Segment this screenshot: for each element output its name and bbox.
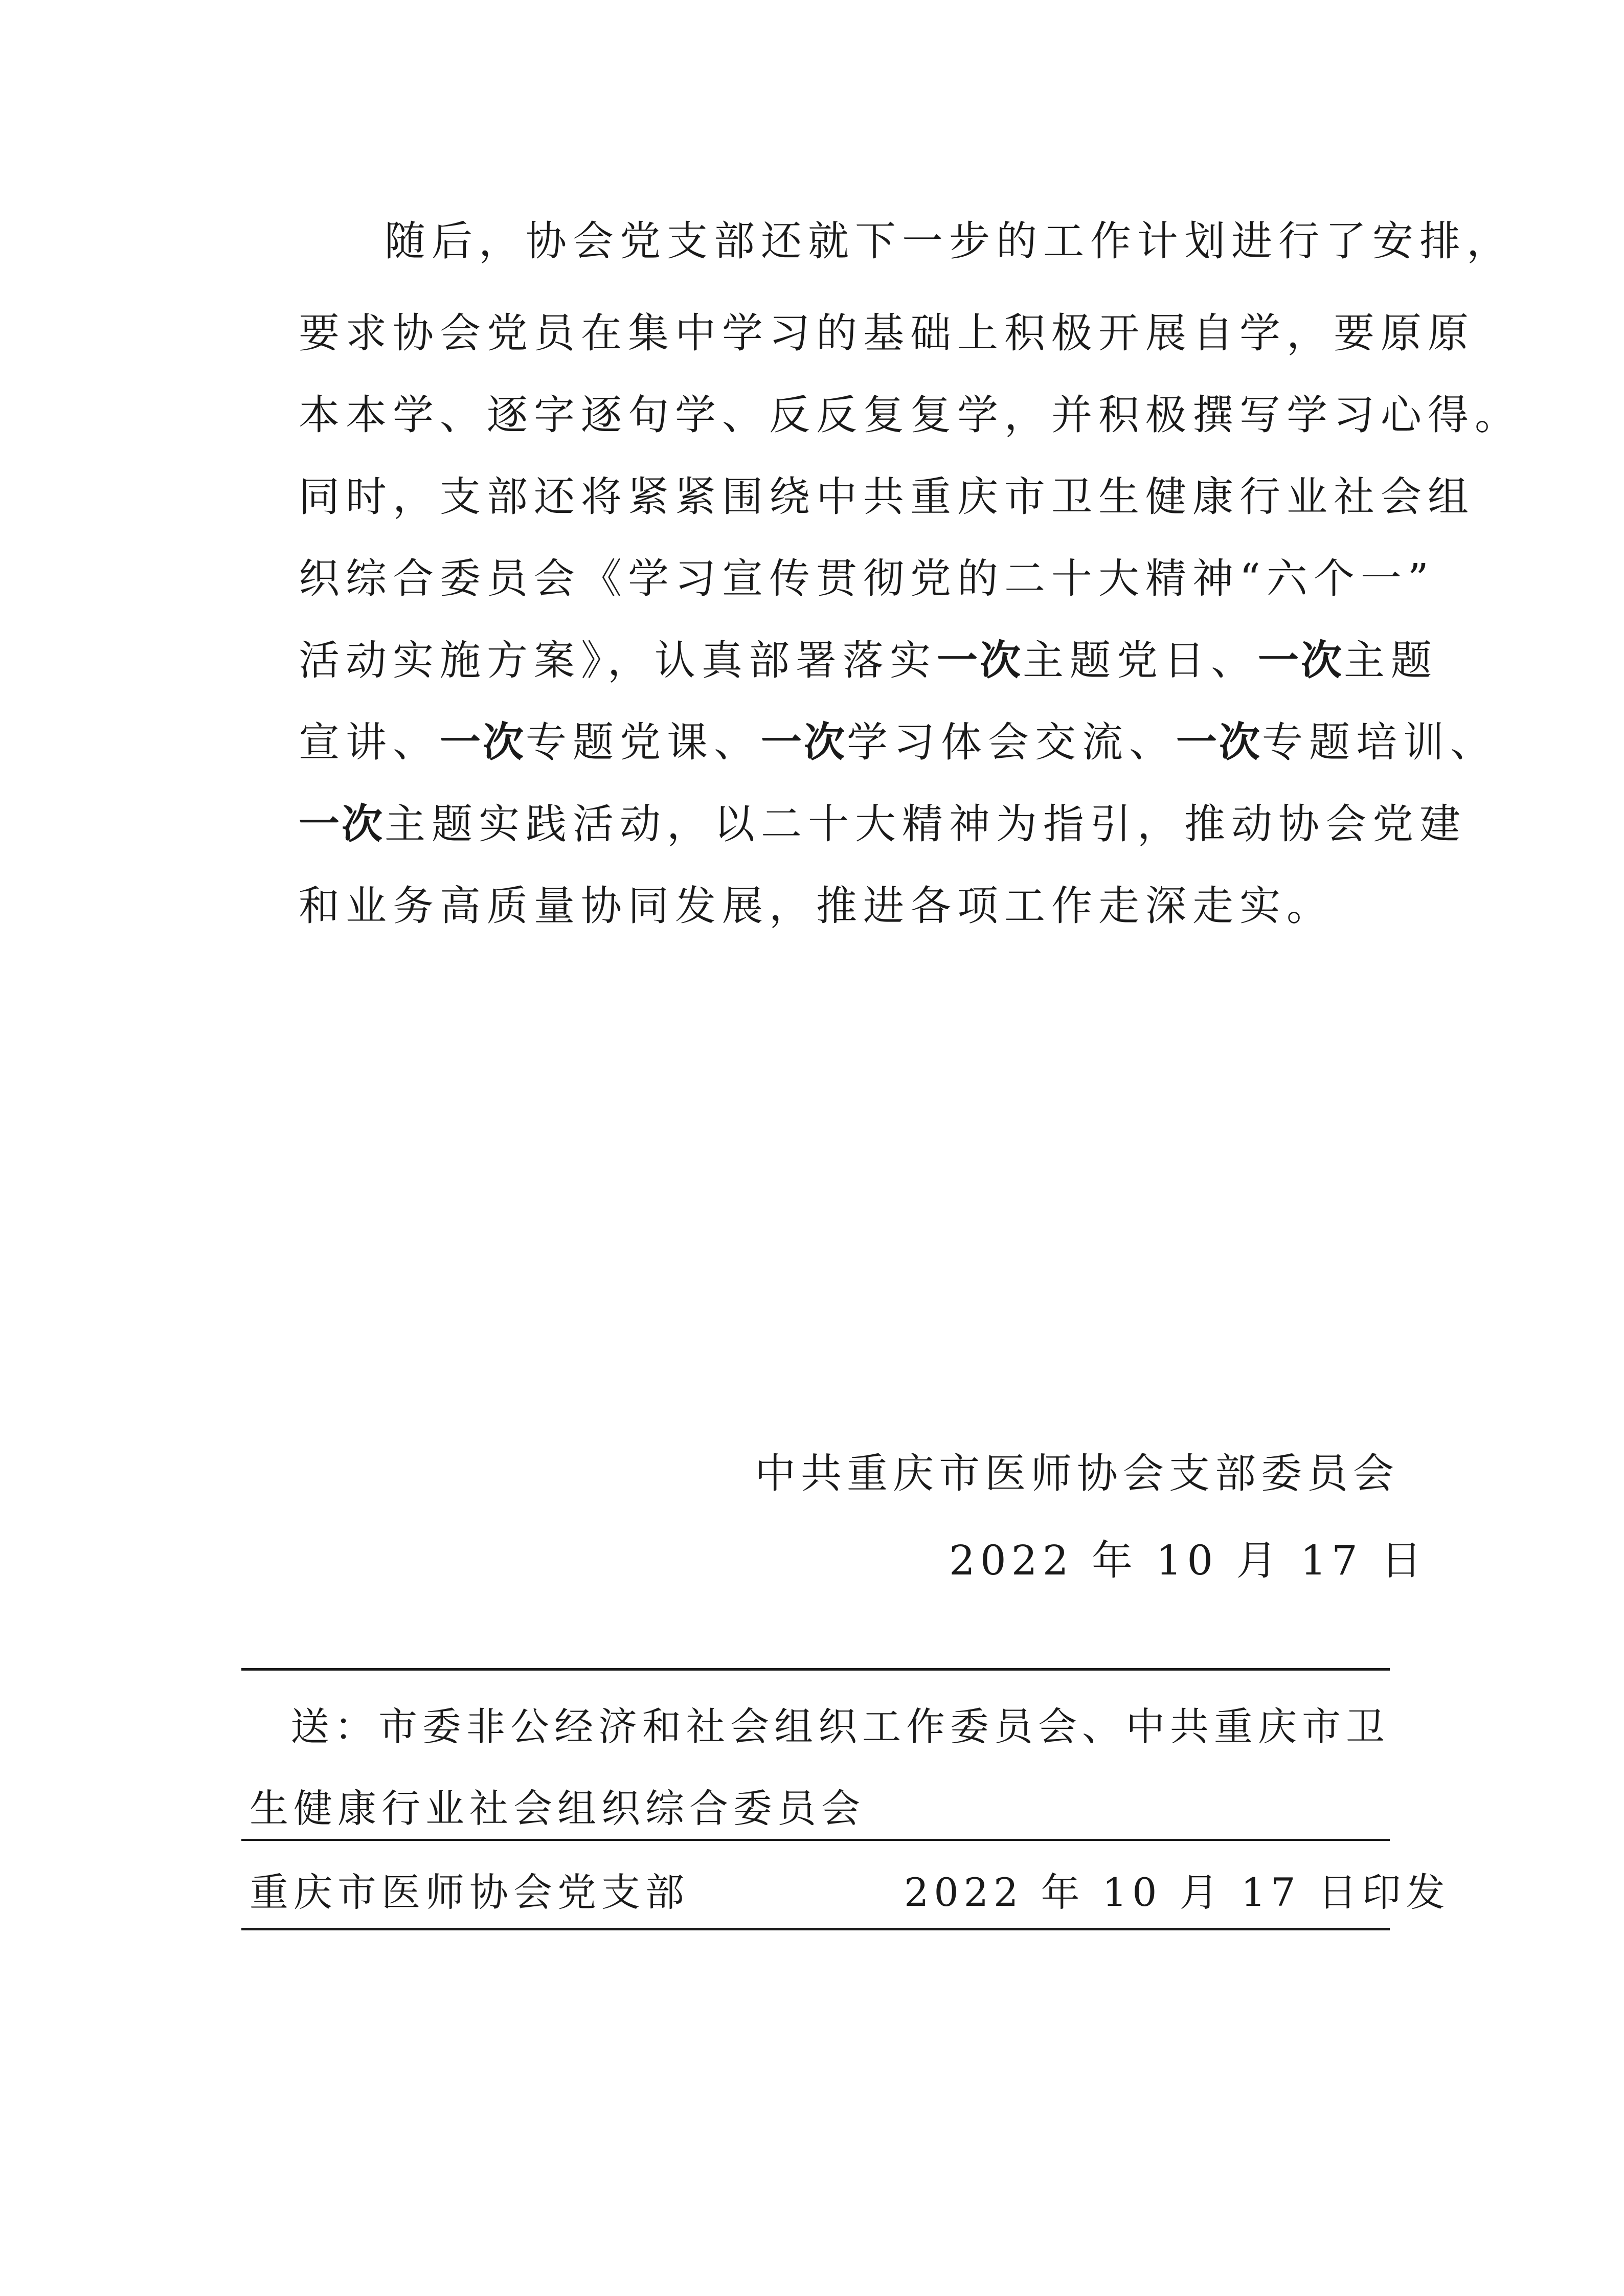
send-to-line-2: 生健康行业社会组织综合委员会: [250, 1786, 865, 1831]
send-to-line-1: 送：市委非公经济和社会组织工作委员会、中共重庆市卫: [290, 1704, 1390, 1749]
signature-date: 2022 年 10 月 17 日: [949, 1537, 1427, 1584]
emphasis-one-time: 一次: [1176, 718, 1262, 766]
footer-middle-rule: [241, 1839, 1390, 1841]
footer-bottom-rule: [241, 1928, 1390, 1930]
body-line-1: 随后，协会党支部还就下一步的工作计划进行了安排，: [385, 217, 1514, 265]
footer-top-rule: [241, 1668, 1390, 1671]
body-line-9: 和业务高质量协同发展，推进各项工作走深走实。: [299, 882, 1334, 930]
issuer-name: 重庆市医师协会党支部: [250, 1870, 689, 1915]
body-line-7-text-d: 学习体会交流、: [847, 718, 1176, 766]
body-line-8: [299, 794, 1467, 855]
body-line-7-text-e: 专题培训、: [1262, 718, 1497, 766]
body-line-7-text-a: 宣讲、: [299, 718, 440, 766]
body-line-7: [299, 712, 1497, 773]
body-line-6: [299, 630, 1438, 691]
body-line-7-text-c: 专题党课、: [526, 718, 761, 766]
body-line-5: 织综合委员会《学习宣传贯彻党的二十大精神“六个一”: [299, 555, 1435, 602]
emphasis-one-time: 一次: [937, 637, 1023, 684]
body-line-2: 要求协会党员在集中学习的基础上积极开展自学，要原原: [299, 309, 1475, 357]
signature-org: 中共重庆市医师协会支部委员会: [755, 1450, 1399, 1497]
body-line-6-text-d: 主题: [1344, 637, 1438, 684]
emphasis-one-time: 一次: [299, 800, 385, 848]
body-line-6-text-c: 主题党日、: [1023, 637, 1258, 684]
emphasis-one-time: 一次: [440, 718, 526, 766]
issue-date: 2022 年 10 月 17 日印发: [904, 1870, 1450, 1915]
emphasis-one-time: 一次: [761, 718, 847, 766]
emphasis-one-time: 一次: [1258, 637, 1344, 684]
body-line-8-text-a: 主题实践活动，以二十大精神为指引，推动协会党建: [385, 800, 1467, 848]
body-line-6-text-a: 活动实施方案》，认真部署落实: [299, 637, 937, 684]
body-line-3: 本本学、逐字逐句学、反反复复学，并积极撰写学习心得。: [299, 391, 1522, 439]
body-line-4: 同时，支部还将紧紧围绕中共重庆市卫生健康行业社会组: [299, 473, 1475, 521]
